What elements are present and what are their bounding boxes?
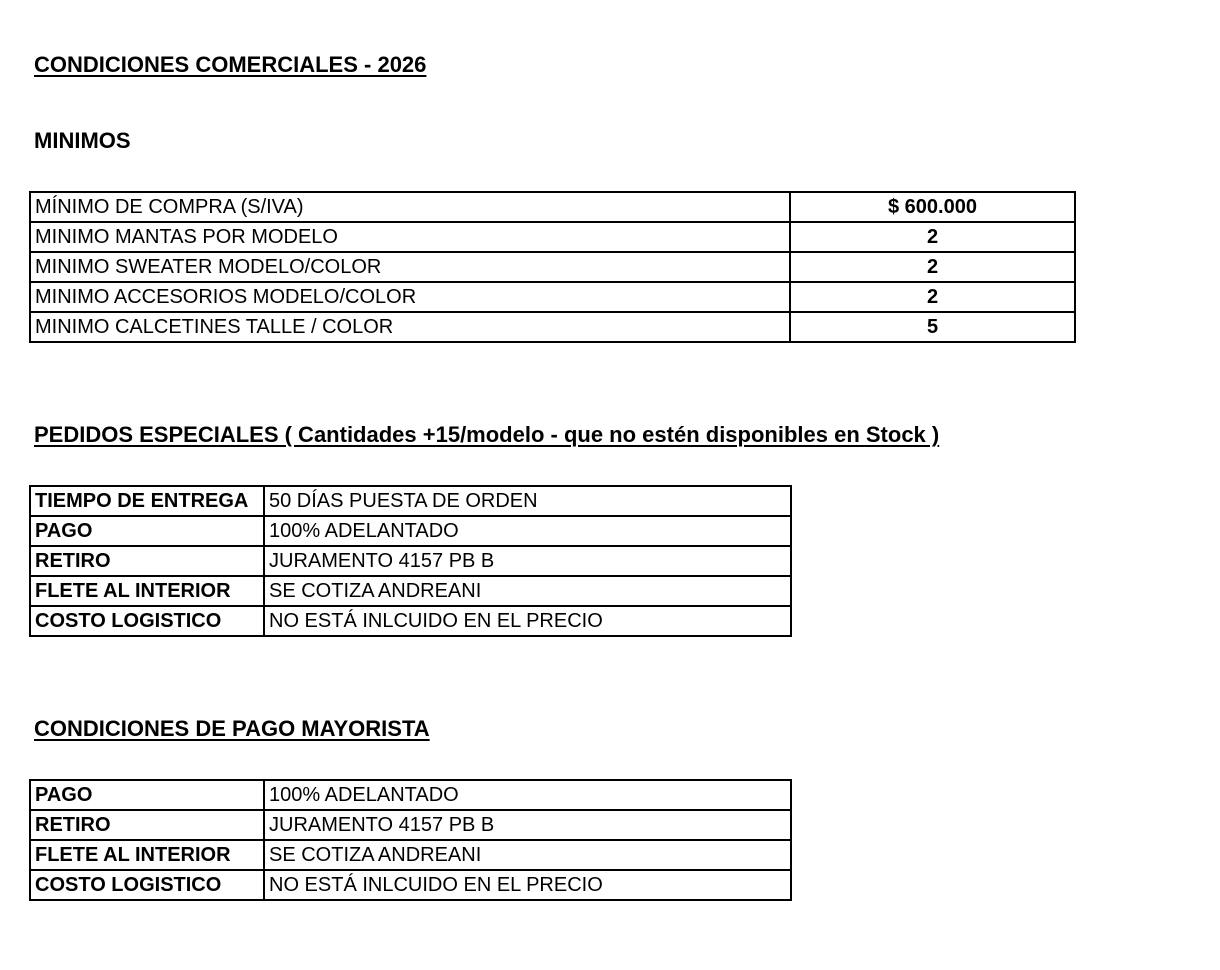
table-row	[30, 840, 791, 870]
table-row	[30, 252, 1075, 282]
minimo-mantas-value: 2	[790, 222, 1075, 252]
table-row	[30, 576, 791, 606]
table-row	[30, 192, 1075, 222]
table-row	[30, 546, 791, 576]
flete-interior-value: SE COTIZA ANDREANI	[264, 576, 791, 606]
flete-interior-label: FLETE AL INTERIOR	[30, 840, 264, 870]
retiro-value: JURAMENTO 4157 PB B	[264, 546, 791, 576]
tiempo-entrega-value: 50 DÍAS PUESTA DE ORDEN	[264, 486, 791, 516]
table-row	[30, 312, 1075, 342]
minimo-accesorios-value: 2	[790, 282, 1075, 312]
minimo-sweater-value: 2	[790, 252, 1075, 282]
pedidos-especiales-table	[29, 485, 792, 637]
page-title: CONDICIONES COMERCIALES - 2026	[34, 52, 427, 77]
retiro-label: RETIRO	[30, 810, 264, 840]
minimo-accesorios-label: MINIMO ACCESORIOS MODELO/COLOR	[30, 282, 790, 312]
minimos-table	[29, 191, 1076, 343]
pedidos-especiales-heading: PEDIDOS ESPECIALES ( Cantidades +15/modelo - que no estén disponibles en Stock )	[34, 422, 940, 447]
flete-interior-label: FLETE AL INTERIOR	[30, 576, 264, 606]
table-row	[30, 810, 791, 840]
pago-value: 100% ADELANTADO	[264, 516, 791, 546]
pago-value: 100% ADELANTADO	[264, 780, 791, 810]
retiro-value: JURAMENTO 4157 PB B	[264, 810, 791, 840]
minimo-calcetines-label: MINIMO CALCETINES TALLE / COLOR	[30, 312, 790, 342]
costo-logistico-label: COSTO LOGISTICO	[30, 606, 264, 636]
costo-logistico-value: NO ESTÁ INLCUIDO EN EL PRECIO	[264, 870, 791, 900]
flete-interior-value: SE COTIZA ANDREANI	[264, 840, 791, 870]
minimo-mantas-label: MINIMO MANTAS POR MODELO	[30, 222, 790, 252]
pago-mayorista-table	[29, 779, 792, 901]
minimo-sweater-label: MINIMO SWEATER MODELO/COLOR	[30, 252, 790, 282]
costo-logistico-label: COSTO LOGISTICO	[30, 870, 264, 900]
minimos-heading: MINIMOS	[34, 128, 131, 153]
pago-label: PAGO	[30, 516, 264, 546]
table-row	[30, 780, 791, 810]
table-row	[30, 870, 791, 900]
minimo-compra-value: $ 600.000	[790, 192, 1075, 222]
table-row	[30, 486, 791, 516]
tiempo-entrega-label: TIEMPO DE ENTREGA	[30, 486, 264, 516]
table-row	[30, 282, 1075, 312]
costo-logistico-value: NO ESTÁ INLCUIDO EN EL PRECIO	[264, 606, 791, 636]
pago-mayorista-heading: CONDICIONES DE PAGO MAYORISTA	[34, 716, 430, 741]
table-row	[30, 516, 791, 546]
minimo-compra-label: MÍNIMO DE COMPRA (S/IVA)	[30, 192, 790, 222]
table-row	[30, 606, 791, 636]
minimo-calcetines-value: 5	[790, 312, 1075, 342]
pago-label: PAGO	[30, 780, 264, 810]
table-row	[30, 222, 1075, 252]
retiro-label: RETIRO	[30, 546, 264, 576]
